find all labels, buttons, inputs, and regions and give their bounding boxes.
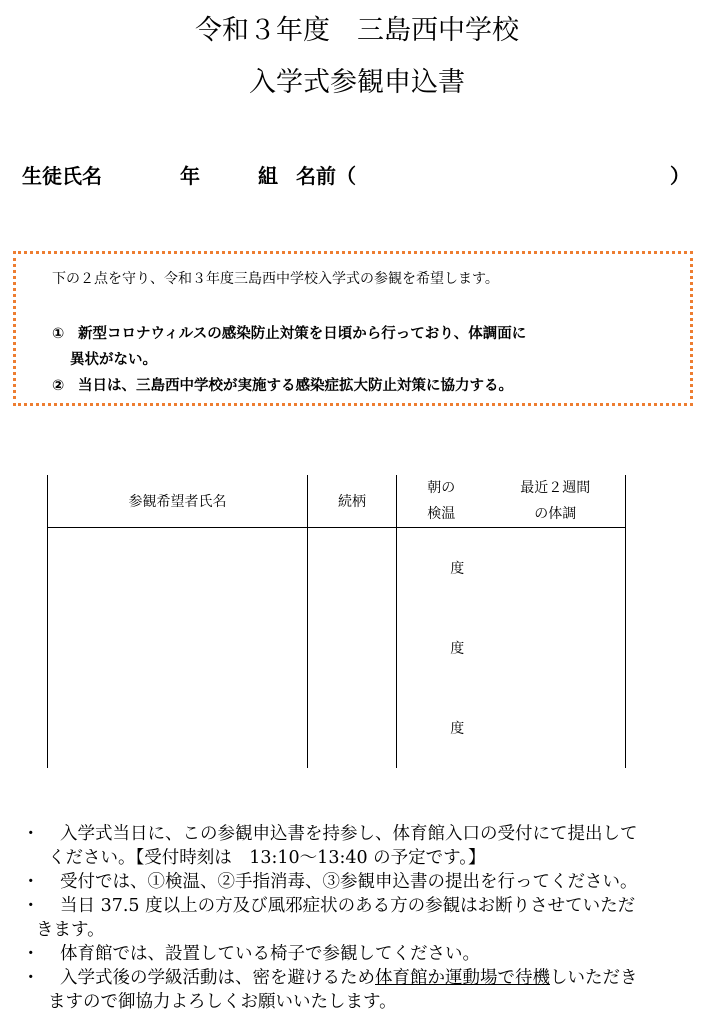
note-1-line1: 入学式当日に、この参観申込書を持参し、体育館入口の受付にて提出して: [60, 824, 638, 844]
agreement-item-1: [52, 322, 526, 343]
note-4: [22, 942, 712, 966]
table-row: [48, 688, 626, 768]
note-5-line1: [48, 966, 712, 990]
bullet: ・: [22, 944, 40, 964]
bullet: ・: [22, 968, 40, 988]
note-1: [22, 822, 712, 870]
item-2-mark: ②: [52, 378, 65, 394]
temperature-cell[interactable]: [397, 528, 486, 609]
header-temp-line2: 検温: [427, 506, 456, 522]
table-header-row: [48, 475, 626, 528]
header-name: 参観希望者氏名: [48, 475, 308, 528]
name-label: 名前（: [296, 164, 356, 188]
header-relation: 続柄: [308, 475, 397, 528]
item-2-text: 当日は、三島西中学校が実施する感染症拡大防止対策に協力する。: [78, 378, 513, 394]
note-3-line1: 当日 37.5 度以上の方及び風邪症状のある方の参観はお断りさせていただ: [60, 896, 636, 916]
notes-list: [22, 822, 712, 1014]
attendee-name-cell[interactable]: [48, 608, 308, 688]
condition-cell[interactable]: [486, 688, 626, 768]
note-2: [22, 870, 712, 894]
temperature-cell[interactable]: [397, 608, 486, 688]
note-3: [22, 894, 712, 942]
relation-cell[interactable]: [308, 528, 397, 609]
bullet: ・: [22, 872, 40, 892]
header-condition: [486, 475, 626, 528]
agreement-item-1-cont: 異状がない。: [70, 352, 157, 368]
table-row: [48, 528, 626, 609]
note-5: [22, 966, 712, 1014]
title-school: 令和３年度 三島西中学校: [195, 15, 519, 46]
temp-unit: 度: [450, 721, 465, 737]
agreement-item-2: [52, 374, 513, 395]
item-1-mark: ①: [52, 326, 65, 342]
temperature-cell[interactable]: [397, 688, 486, 768]
name-close-paren: ）: [670, 164, 690, 188]
student-info-row: [22, 160, 692, 188]
attendee-name-cell[interactable]: [48, 528, 308, 609]
agreement-box: [13, 251, 693, 406]
attendee-name-cell[interactable]: [48, 688, 308, 768]
note-5-part-c: しいただき: [550, 968, 638, 988]
header-cond-line1: 最近２週間: [520, 480, 591, 496]
relation-cell[interactable]: [308, 608, 397, 688]
condition-cell[interactable]: [486, 528, 626, 609]
table-row: [48, 608, 626, 688]
temp-unit: 度: [450, 641, 465, 657]
title-form: 入学式参観申込書: [249, 67, 465, 98]
note-2-text: 受付では、①検温、②手指消毒、③参観申込書の提出を行ってください。: [60, 872, 638, 892]
header-temp-line1: 朝の: [427, 480, 456, 496]
note-5-part-a: 入学式後の学級活動は、密を避けるため: [60, 968, 375, 988]
temp-unit: 度: [450, 561, 465, 577]
note-5-underlined: 体育館か運動場で待機: [375, 968, 550, 988]
note-1-line2: ください。【受付時刻は 13:10～13:40 の予定です。】: [48, 848, 486, 868]
bullet: ・: [22, 896, 40, 916]
class-label: 組: [258, 164, 278, 188]
grade-label: 年: [180, 164, 200, 188]
note-4-text: 体育館では、設置している椅子で参観してください。: [60, 944, 480, 964]
header-cond-line2: の体調: [534, 506, 577, 522]
relation-cell[interactable]: [308, 688, 397, 768]
condition-cell[interactable]: [486, 608, 626, 688]
bullet: ・: [22, 824, 40, 844]
note-5-line2: ますので御協力よろしくお願いいたします。: [48, 992, 397, 1012]
student-label: 生徒氏名: [22, 164, 102, 188]
attendee-table: [47, 475, 626, 768]
note-3-line2: きます。: [36, 920, 105, 940]
item-1-text: 新型コロナウィルスの感染防止対策を日頃から行っており、体調面に: [78, 326, 527, 342]
agreement-intro: 下の２点を守り、令和３年度三島西中学校入学式の参観を希望します。: [52, 271, 499, 287]
header-temperature: [397, 475, 486, 528]
